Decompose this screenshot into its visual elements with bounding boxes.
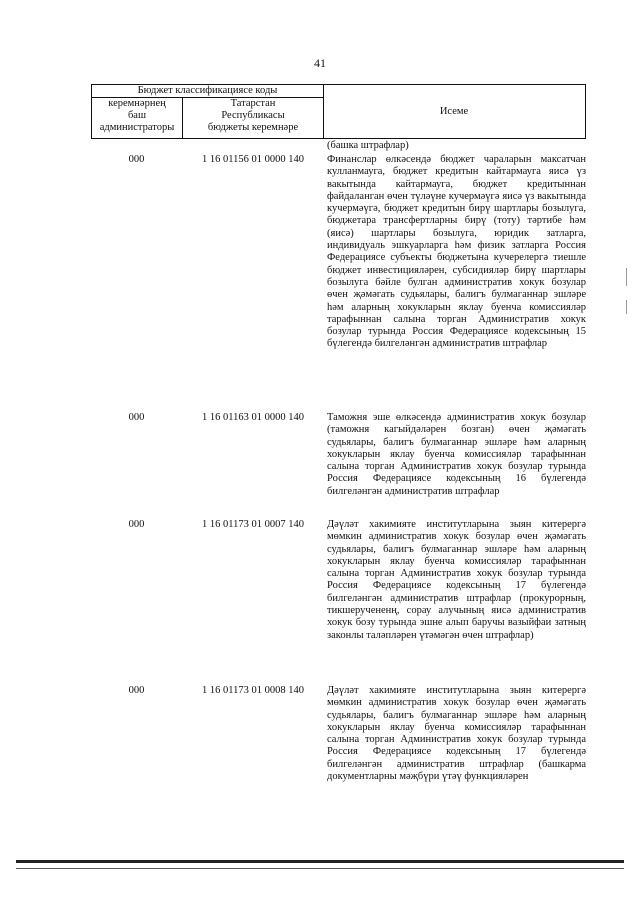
scan-bottom-rule [16,868,624,869]
column-header-line: Республикасы [221,110,285,121]
revenue-code: 1 16 01163 01 0000 140 [202,412,304,423]
budget-classification-header: Бюджет классификациясе коды [91,84,324,97]
continuation-text: (башка штрафлар) [327,140,409,151]
column-header-line: баш [127,110,147,121]
page-number: 41 [314,56,326,70]
scan-margin-mark [626,300,627,314]
column-header-line: керемнәрнең [108,98,166,109]
revenue-code: 1 16 01173 01 0007 140 [202,519,304,530]
scan-bottom-rule [16,860,624,863]
name-column-header: Исеме [323,84,586,139]
administrator-column-header [91,97,182,139]
admin-code: 000 [128,519,145,530]
row-description: Дәүләт хакимияте институтларына зыян китерергә мөмкин административ хокук бозулар өчен җәмәгать судьялары, балигъ булмаганнар эшләре һәм аларның хокукларын яклау буенча комиссияләр тарафыннан салына торган Административ хокук бозулар турында Россия Федерациясе кодексының 17 бүлегендә билгеләнгән административ штрафлар (башкарма документларны мәҗбүри үтәү функцияләрен [327,685,586,783]
admin-code: 000 [128,154,145,165]
row-description: Финанслар өлкәсендә бюджет чараларын максатчан кулланмауга, бюджет кредитын кайтармауга яисә үз вакытында кайтармауга, бюджет кредитыннан файдаланган өчен түләүне кучермәүгә яисә үз вакытында кучермәүгә, бюджет кредитын бирү шартлары бозылуга, бюджетара трансфертларны бирү (тоту) тәртибе һәм (яисә) шартлары бозылуга, юридик затларга, индивидуаль эшкуарларга һәм физик затларга Россия Федерациясе субъекты бюджетына кучерелергә тиешле бюджет инвестицияләрен, субсидияләр бирү шартлары бозылуга бәйле булган административ хокук бозулар өчен җәмәгать судьялары, балигъ булмаганнар эшләре һәм аларның хокукларын яклау буенча комиссияләр тарафыннан салына торган Административ хокук бозулар турында Россия Федерациясе кодексының 15 бүлегендә билгеләнгән административ штрафлар [327,154,586,350]
row-description: Таможня эше өлкәсендә административ хокук бозулар (таможня кагыйдәләрен бозган) өчен җәмәгать судьялары, балигъ булмаганнар эшләре һәм аларның хокукларын яклау буенча комиссияләр тарафыннан салына торган Административ хокук бозулар турында Россия Федерациясе кодексының 16 бүлегендә билгеләнгән административ штрафлар [327,412,586,497]
admin-code: 000 [128,685,145,696]
revenue-column-header [182,97,324,139]
column-header-line: администраторы [99,122,175,133]
scan-margin-mark [626,268,627,286]
row-description: Дәүләт хакимияте институтларына зыян китерергә мөмкин административ хокук бозулар өчен җәмәгать судьялары, балигъ булмаганнар эшләре һәм аларның хокукларын яклау буенча комиссияләр тарафыннан салына торган Административ хокук бозулар турында Россия Федерациясе кодексының 17 бүлегендә билгеләнгән административ штрафлар (прокурорның, тикшеручененң, сорау алучының яисә административ хокук бозу турында эшне алып баручы вазыйфаи затның законлы таләпләрен үтәмәгән өчен штрафлар) [327,519,586,641]
column-header-line: Татарстан [230,98,276,109]
admin-code: 000 [128,412,145,423]
column-header-line: бюджеты керемнәре [207,122,299,133]
revenue-code: 1 16 01173 01 0008 140 [202,685,304,696]
revenue-code: 1 16 01156 01 0000 140 [202,154,304,165]
